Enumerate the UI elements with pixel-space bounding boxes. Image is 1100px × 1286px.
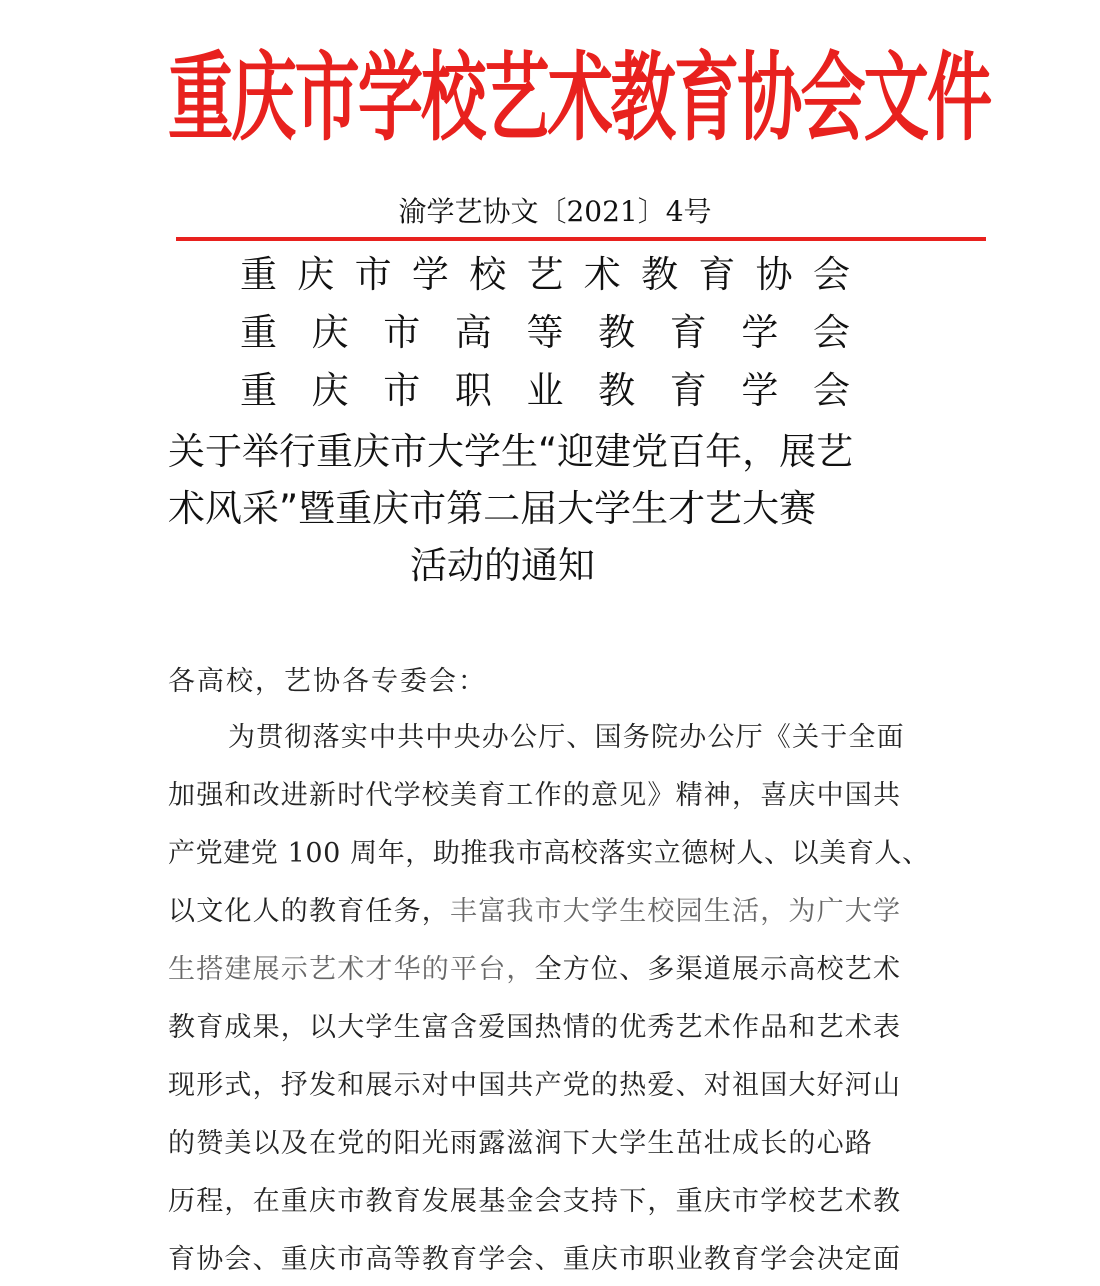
issuer-2-char-9: 会 — [813, 311, 850, 354]
body-line-2: 加强和改进新时代学校美育工作的意见》精神，喜庆中国共 — [168, 780, 902, 811]
issuer-1-char-6: 艺 — [526, 253, 564, 296]
issuer-3-char-9: 会 — [813, 369, 850, 412]
body-line-5-part-b: 全方位、多渠道展示高校艺术 — [534, 954, 902, 985]
issuer-3-char-2: 庆 — [311, 369, 349, 412]
issuer-2-char-7: 育 — [669, 311, 707, 354]
issuer-1-char-3: 市 — [354, 253, 392, 296]
body-line-5-part-a: 生搭建展示艺术才华的平台， — [168, 954, 535, 985]
body-line-4 — [168, 892, 934, 932]
issuer-1-char-7: 术 — [583, 253, 621, 296]
body-line-7: 现形式，抒发和展示对中国共产党的热爱、对祖国大好河山 — [168, 1070, 902, 1101]
issuer-2 — [240, 306, 850, 360]
notice-title-line-2: 术风采”暨重庆市第二届大学生才艺大赛 — [168, 487, 817, 530]
issuer-3-char-3: 市 — [383, 369, 421, 412]
body-line-5 — [168, 950, 934, 990]
issuer-3-char-1: 重 — [240, 369, 277, 412]
body-line-8: 的赞美以及在党的阳光雨露滋润下大学生茁壮成长的心路 — [168, 1128, 873, 1159]
issuer-1 — [240, 248, 850, 302]
issuer-1-char-2: 庆 — [297, 253, 335, 296]
body-line-3: 产党建党 100 周年，助推我市高校落实立德树人、以美育人、 — [168, 838, 930, 869]
issuer-1-char-8: 教 — [641, 253, 679, 296]
document-number: 渝学艺协文〔2021〕4号 — [398, 195, 712, 228]
issuer-1-char-5: 校 — [469, 253, 507, 296]
body-line-4-part-a: 以文化人的教育任务， — [168, 896, 450, 927]
issuer-2-char-5: 等 — [526, 311, 564, 354]
red-divider-line — [176, 237, 986, 241]
issuer-3-char-8: 学 — [741, 369, 779, 412]
body-line-4-part-b: 丰富我市大学生校园生活，为广大学 — [450, 896, 902, 927]
issuer-3-char-4: 职 — [454, 369, 492, 412]
issuer-1-char-1: 重 — [240, 253, 277, 296]
issuer-1-char-4: 学 — [411, 253, 449, 296]
issuer-2-char-3: 市 — [383, 311, 421, 354]
body-line-10: 育协会、重庆市高等教育学会、重庆市职业教育学会决定面 — [168, 1244, 902, 1275]
issuer-2-char-2: 庆 — [311, 311, 349, 354]
issuer-3-char-7: 育 — [669, 369, 707, 412]
body-line-1: 为贯彻落实中共中央办公厅、国务院办公厅《关于全面 — [228, 722, 905, 753]
issuer-1-char-10: 协 — [755, 253, 793, 296]
masthead-title: 重庆市学校艺术教育协会文件 — [168, 41, 991, 154]
issuer-2-char-4: 高 — [454, 311, 492, 354]
salutation: 各高校，艺协各专委会： — [168, 666, 487, 697]
issuer-2-char-8: 学 — [741, 311, 779, 354]
issuer-3-char-6: 教 — [598, 369, 636, 412]
issuer-1-char-11: 会 — [812, 253, 850, 296]
body-line-6: 教育成果，以大学生富含爱国热情的优秀艺术作品和艺术表 — [168, 1012, 902, 1043]
issuer-3-char-5: 业 — [526, 369, 564, 412]
issuer-2-char-1: 重 — [240, 311, 277, 354]
notice-title-line-1: 关于举行重庆市大学生“迎建党百年，展艺 — [168, 430, 854, 473]
body-line-9: 历程，在重庆市教育发展基金会支持下，重庆市学校艺术教 — [168, 1186, 902, 1217]
issuer-2-char-6: 教 — [598, 311, 636, 354]
issuer-3 — [240, 364, 850, 418]
issuer-1-char-9: 育 — [698, 253, 736, 296]
notice-title-line-3: 活动的通知 — [410, 544, 595, 587]
